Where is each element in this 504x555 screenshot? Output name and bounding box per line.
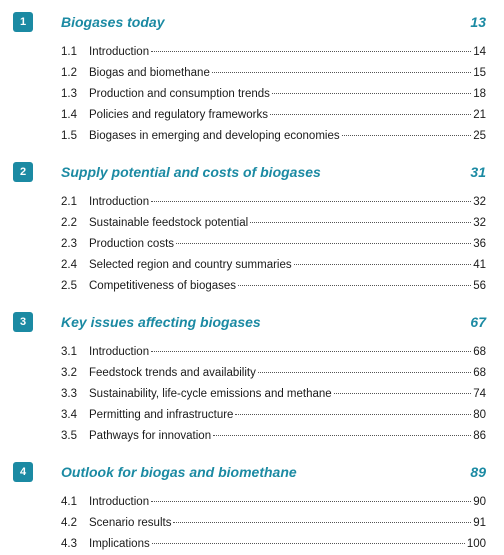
toc-entry[interactable]	[61, 108, 486, 123]
dot-leader	[152, 543, 465, 544]
dot-leader	[334, 393, 472, 394]
section-number: 3.1	[61, 346, 77, 358]
dot-leader	[176, 243, 471, 244]
toc-entry[interactable]	[61, 237, 486, 252]
chapter-heading[interactable]	[0, 162, 504, 184]
chapter-3	[0, 312, 504, 442]
chapter-number-badge: 2	[13, 162, 33, 182]
dot-leader	[294, 264, 472, 265]
section-title[interactable]: Production costs	[89, 238, 175, 250]
section-page-number: 80	[473, 409, 486, 421]
section-title[interactable]: Production and consumption trends	[89, 88, 270, 100]
section-number: 2.4	[61, 259, 77, 271]
dot-leader	[151, 51, 471, 52]
section-title[interactable]: Introduction	[89, 496, 150, 508]
dot-leader	[272, 93, 471, 94]
chapter-page-number: 67	[470, 314, 486, 330]
toc-entry[interactable]	[61, 516, 486, 531]
chapter-heading[interactable]	[0, 462, 504, 484]
section-page-number: 68	[473, 367, 486, 379]
chapter-title[interactable]: Supply potential and costs of biogases	[61, 164, 321, 180]
section-page-number: 18	[473, 88, 486, 100]
section-title[interactable]: Policies and regulatory frameworks	[89, 109, 268, 121]
section-number: 1.2	[61, 67, 77, 79]
section-page-number: 32	[473, 196, 486, 208]
toc-entry[interactable]	[61, 366, 486, 381]
section-number: 3.5	[61, 430, 77, 442]
section-page-number: 56	[473, 280, 486, 292]
section-title[interactable]: Introduction	[89, 346, 150, 358]
chapter-heading[interactable]	[0, 312, 504, 334]
section-page-number: 21	[473, 109, 486, 121]
section-number: 1.1	[61, 46, 77, 58]
section-number: 2.3	[61, 238, 77, 250]
chapter-number-badge: 4	[13, 462, 33, 482]
toc-entry[interactable]	[61, 429, 486, 444]
chapter-title[interactable]: Outlook for biogas and biomethane	[61, 464, 297, 480]
dot-leader	[151, 351, 471, 352]
toc-entry[interactable]	[61, 66, 486, 81]
toc-entry[interactable]	[61, 537, 486, 552]
toc-entry[interactable]	[61, 129, 486, 144]
section-number: 3.4	[61, 409, 77, 421]
toc-entry[interactable]	[61, 195, 486, 210]
section-number: 2.2	[61, 217, 77, 229]
chapter-page-number: 31	[470, 164, 486, 180]
section-title[interactable]: Sustainable feedstock potential	[89, 217, 249, 229]
dot-leader	[250, 222, 471, 223]
section-page-number: 32	[473, 217, 486, 229]
section-number: 3.2	[61, 367, 77, 379]
section-title[interactable]: Introduction	[89, 46, 150, 58]
toc-entry[interactable]	[61, 87, 486, 102]
chapter-1	[0, 12, 504, 142]
dot-leader	[173, 522, 471, 523]
section-page-number: 36	[473, 238, 486, 250]
section-title[interactable]: Introduction	[89, 196, 150, 208]
chapter-page-number: 13	[470, 14, 486, 30]
section-title[interactable]: Pathways for innovation	[89, 430, 212, 442]
dot-leader	[235, 414, 471, 415]
section-title[interactable]: Selected region and country summaries	[89, 259, 292, 271]
dot-leader	[213, 435, 471, 436]
section-page-number: 86	[473, 430, 486, 442]
section-number: 1.5	[61, 130, 77, 142]
toc-entry[interactable]	[61, 387, 486, 402]
dot-leader	[212, 72, 471, 73]
chapter-page-number: 89	[470, 464, 486, 480]
section-page-number: 74	[473, 388, 486, 400]
section-title[interactable]: Permitting and infrastructure	[89, 409, 234, 421]
section-page-number: 90	[473, 496, 486, 508]
dot-leader	[151, 201, 471, 202]
toc-entry[interactable]	[61, 279, 486, 294]
section-title[interactable]: Competitiveness of biogases	[89, 280, 237, 292]
section-title[interactable]: Sustainability, life-cycle emissions and methane	[89, 388, 332, 400]
dot-leader	[151, 501, 471, 502]
section-page-number: 14	[473, 46, 486, 58]
chapter-heading[interactable]	[0, 12, 504, 34]
chapter-title[interactable]: Key issues affecting biogases	[61, 314, 261, 330]
section-page-number: 25	[473, 130, 486, 142]
section-page-number: 41	[473, 259, 486, 271]
section-number: 4.3	[61, 538, 77, 550]
dot-leader	[270, 114, 471, 115]
chapter-2	[0, 162, 504, 292]
section-page-number: 15	[473, 67, 486, 79]
toc-entry[interactable]	[61, 408, 486, 423]
section-number: 2.5	[61, 280, 77, 292]
section-number: 4.1	[61, 496, 77, 508]
dot-leader	[258, 372, 471, 373]
toc-entry[interactable]	[61, 258, 486, 273]
chapter-4	[0, 462, 504, 550]
dot-leader	[342, 135, 472, 136]
section-number: 1.3	[61, 88, 77, 100]
section-title[interactable]: Biogas and biomethane	[89, 67, 210, 79]
section-title[interactable]: Scenario results	[89, 517, 172, 529]
section-page-number: 91	[473, 517, 486, 529]
chapter-number-badge: 3	[13, 312, 33, 332]
toc-entry[interactable]	[61, 345, 486, 360]
section-number: 2.1	[61, 196, 77, 208]
section-number: 4.2	[61, 517, 77, 529]
chapter-number-badge: 1	[13, 12, 33, 32]
dot-leader	[238, 285, 471, 286]
toc-entry[interactable]	[61, 45, 486, 60]
section-title[interactable]: Biogases in emerging and developing economies	[89, 130, 340, 142]
toc-entry[interactable]	[61, 216, 486, 231]
section-page-number: 68	[473, 346, 486, 358]
section-number: 1.4	[61, 109, 77, 121]
chapter-title[interactable]: Biogases today	[61, 14, 165, 30]
section-number: 3.3	[61, 388, 77, 400]
section-title[interactable]: Feedstock trends and availability	[89, 367, 256, 379]
section-title[interactable]: Implications	[89, 538, 150, 550]
toc-entry[interactable]	[61, 495, 486, 510]
section-page-number: 100	[466, 538, 486, 550]
